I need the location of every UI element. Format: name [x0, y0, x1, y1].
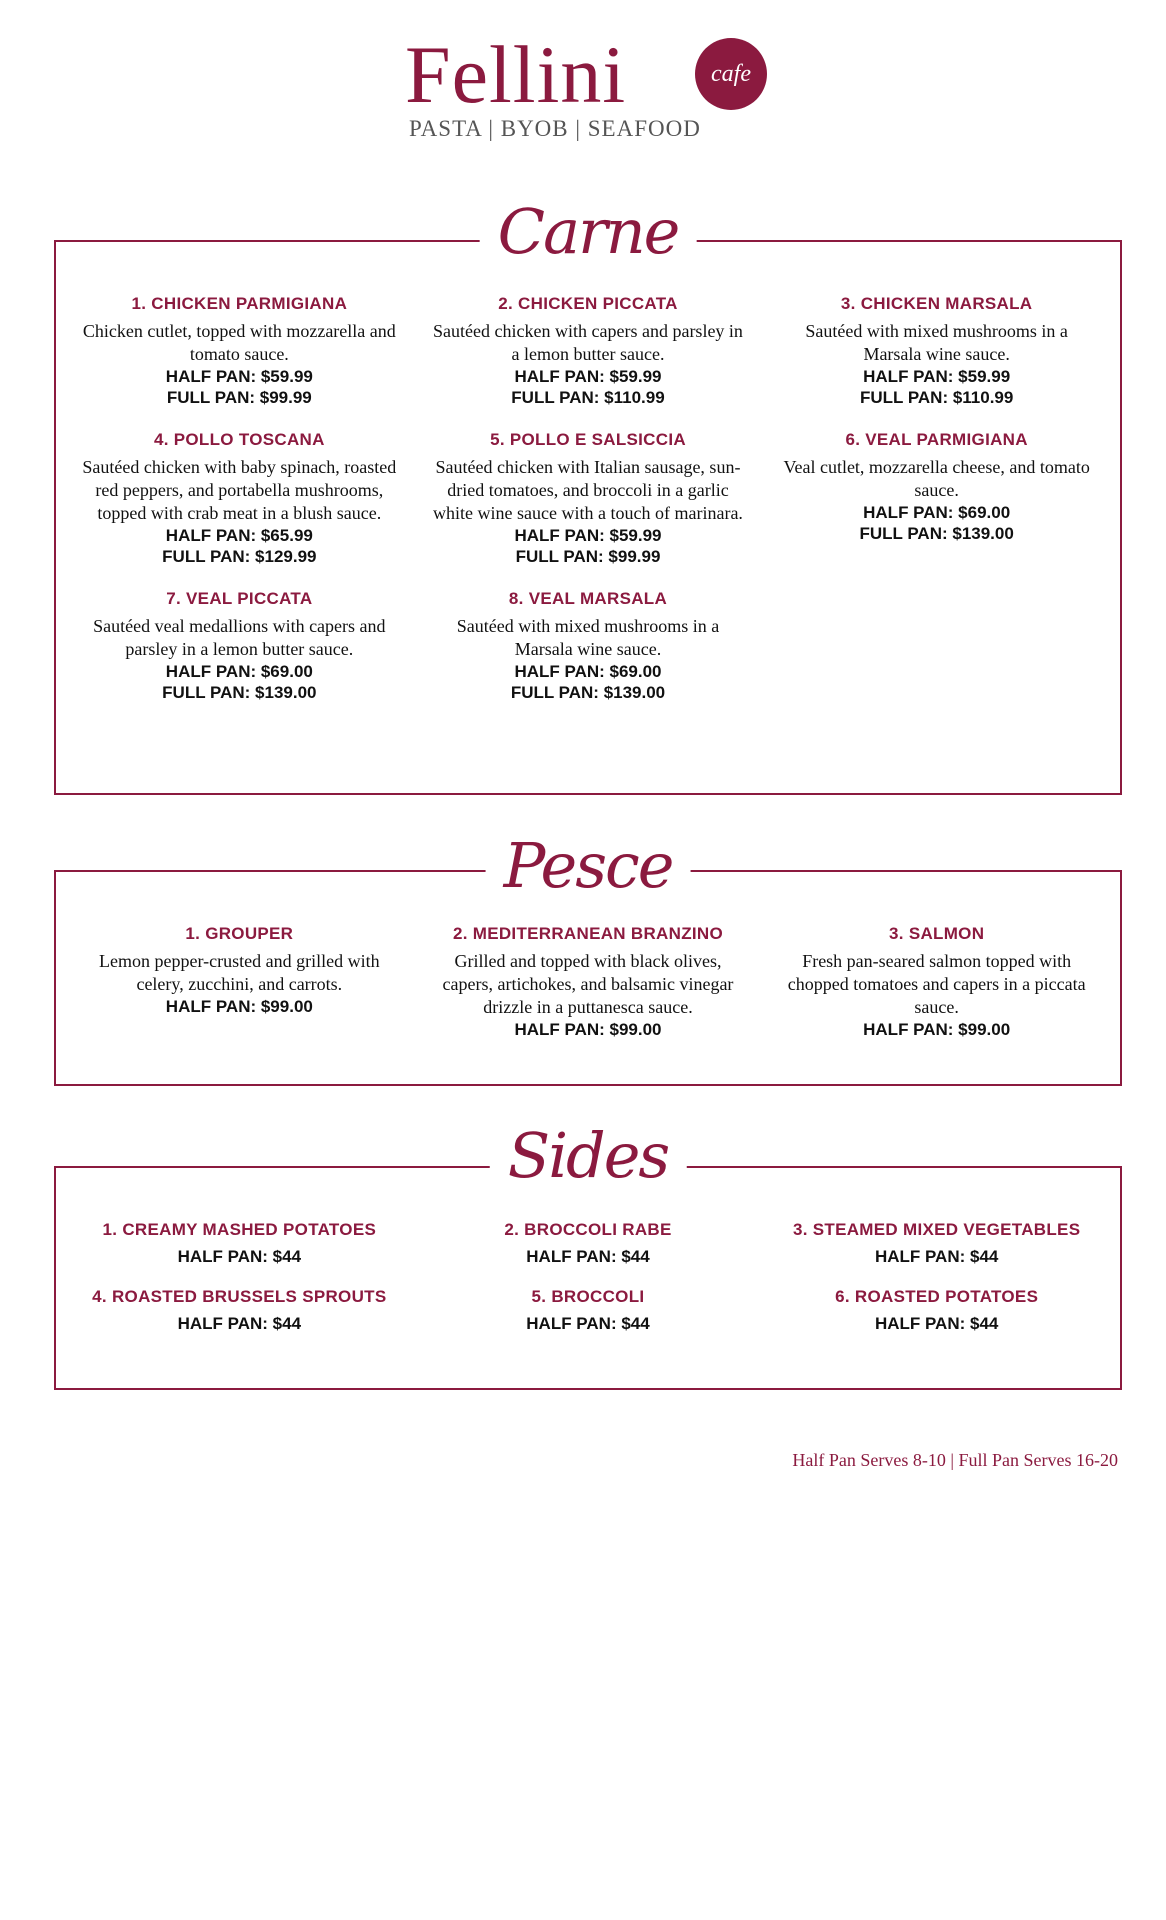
item-name: 1. CREAMY MASHED POTATOES: [102, 1220, 377, 1239]
half-pan-price: HALF PAN: $99.00: [863, 1020, 1011, 1039]
half-pan-price: HALF PAN: $59.99: [514, 526, 662, 545]
menu-item: [769, 430, 1104, 567]
sides-grid: [56, 1220, 1120, 1354]
side-item: [769, 1220, 1104, 1267]
menu-item: [421, 924, 756, 1040]
full-pan-price: FULL PAN: $110.99: [511, 388, 665, 407]
sides-section: [54, 1119, 1122, 1390]
item-name: 1. GROUPER: [185, 924, 294, 943]
logo: [405, 30, 785, 150]
half-pan-price: HALF PAN: $59.99: [863, 367, 1011, 386]
item-name: 3. STEAMED MIXED VEGETABLES: [792, 1220, 1081, 1239]
menu-item: [72, 924, 407, 1040]
item-description: Fresh pan-seared salmon topped with chopped tomatoes and capers in a piccata sauce.: [787, 951, 1086, 1017]
half-pan-price: HALF PAN: $69.00: [863, 503, 1011, 522]
side-item: [421, 1287, 756, 1334]
full-pan-price: FULL PAN: $99.99: [166, 388, 312, 407]
item-name: 7. VEAL PICCATA: [166, 589, 313, 608]
item-name: 6. ROASTED POTATOES: [835, 1287, 1039, 1306]
carne-title: Carne: [480, 192, 697, 272]
item-name: 2. BROCCOLI RABE: [504, 1220, 672, 1239]
item-name: 3. CHICKEN MARSALA: [840, 294, 1033, 313]
item-name: 8. VEAL MARSALA: [508, 589, 668, 608]
side-item: [72, 1220, 407, 1267]
item-description: Sautéed with mixed mushrooms in a Marsala wine sauce.: [805, 321, 1068, 364]
item-name: 2. MEDITERRANEAN BRANZINO: [452, 924, 724, 943]
pesce-title: Pesce: [486, 826, 691, 906]
half-pan-price: HALF PAN: $99.00: [165, 997, 313, 1016]
full-pan-price: FULL PAN: $99.99: [515, 547, 661, 566]
item-name: 1. CHICKEN PARMIGIANA: [131, 294, 348, 313]
menu-item: [769, 294, 1104, 408]
half-pan-price: HALF PAN: $69.00: [165, 662, 313, 681]
side-item: [421, 1220, 756, 1267]
sides-title: Sides: [490, 1116, 687, 1196]
item-description: Chicken cutlet, topped with mozzarella and tomato sauce.: [82, 321, 396, 364]
serving-size-note: Half Pan Serves 8-10 | Full Pan Serves 16-20: [792, 1450, 1118, 1470]
carne-grid: [56, 294, 1120, 725]
item-description: Grilled and topped with black olives, capers, artichokes, and balsamic vinegar drizzle in a puttanesca sauce.: [442, 951, 734, 1017]
item-name: 6. VEAL PARMIGIANA: [845, 430, 1028, 449]
item-description: Veal cutlet, mozzarella cheese, and tomato sauce.: [783, 457, 1090, 500]
half-pan-price: HALF PAN: $44: [177, 1247, 302, 1266]
item-name: 5. POLLO E SALSICCIA: [490, 430, 686, 449]
full-pan-price: FULL PAN: $139.00: [510, 683, 666, 702]
half-pan-price: HALF PAN: $44: [874, 1314, 999, 1333]
menu-item: [72, 589, 407, 703]
item-description: Sautéed with mixed mushrooms in a Marsala wine sauce.: [456, 616, 720, 659]
pesce-section: [54, 829, 1122, 1086]
menu-item: [769, 924, 1104, 1040]
half-pan-price: HALF PAN: $44: [526, 1314, 650, 1333]
half-pan-price: HALF PAN: $69.00: [514, 662, 662, 681]
half-pan-price: HALF PAN: $44: [177, 1314, 302, 1333]
menu-item: [72, 430, 407, 567]
item-description: Sautéed veal medallions with capers and parsley in a lemon butter sauce.: [93, 616, 386, 659]
item-name: 4. POLLO TOSCANA: [153, 430, 325, 449]
half-pan-price: HALF PAN: $65.99: [165, 526, 313, 545]
menu-item: [421, 430, 756, 567]
full-pan-price: FULL PAN: $110.99: [859, 388, 1014, 407]
pesce-grid: [56, 924, 1120, 1062]
item-name: 4. ROASTED BRUSSELS SPROUTS: [92, 1287, 387, 1306]
full-pan-price: FULL PAN: $139.00: [162, 683, 317, 702]
item-description: Sautéed chicken with capers and parsley in a lemon butter sauce.: [433, 321, 743, 364]
half-pan-price: HALF PAN: $44: [526, 1247, 650, 1266]
item-name: 5. BROCCOLI: [531, 1287, 645, 1306]
side-item: [72, 1287, 407, 1334]
side-item: [769, 1287, 1104, 1334]
carne-section: [54, 195, 1122, 795]
logo-tagline: PASTA | BYOB | SEAFOOD: [409, 116, 701, 141]
half-pan-price: HALF PAN: $59.99: [514, 367, 662, 386]
half-pan-price: HALF PAN: $99.00: [514, 1020, 662, 1039]
full-pan-price: FULL PAN: $139.00: [859, 524, 1014, 543]
logo-name: Fellini: [405, 29, 627, 120]
half-pan-price: HALF PAN: $44: [874, 1247, 999, 1266]
menu-item: [421, 294, 756, 408]
item-description: Sautéed chicken with Italian sausage, sun-dried tomatoes, and broccoli in a garlic white wine sauce with a touch of marinara.: [433, 457, 743, 523]
item-description: Lemon pepper-crusted and grilled with celery, zucchini, and carrots.: [99, 951, 380, 994]
item-name: 2. CHICKEN PICCATA: [498, 294, 678, 313]
item-description: Sautéed chicken with baby spinach, roasted red peppers, and portabella mushrooms, topped with crab meat in a blush sauce.: [82, 457, 397, 523]
menu-item: [72, 294, 407, 408]
logo-cafe-badge: cafe: [695, 38, 767, 110]
full-pan-price: FULL PAN: $129.99: [162, 547, 317, 566]
half-pan-price: HALF PAN: $59.99: [165, 367, 313, 386]
menu-item: [421, 589, 756, 703]
item-name: 3. SALMON: [889, 924, 985, 943]
